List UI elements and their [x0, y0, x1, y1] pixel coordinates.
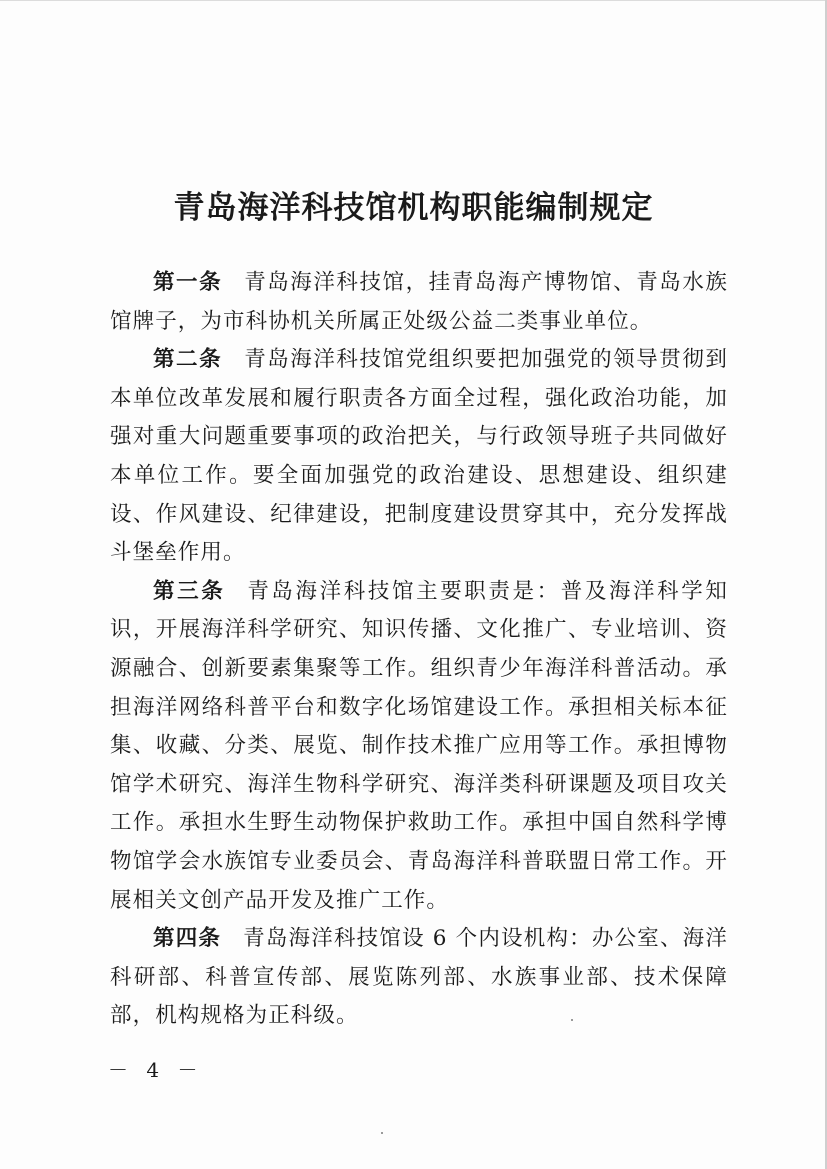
document-body — [110, 264, 728, 1036]
article-1 — [110, 264, 728, 341]
article-4-label: 第四条 — [153, 926, 222, 952]
article-3-text: 青岛海洋科技馆主要职责是：普及海洋科学知识，开展海洋科学研究、知识传播、文化推广、专业培训、资源融合、创新要素集聚等工作。组织青少年海洋科普活动。承担海洋网络科普平台和数字化场馆建设工作。承担相关标本征集、收藏、分类、展览、制作技术推广应用等工作。承担博物馆学术研究、海洋生物科学研究、海洋类科研课题及项目攻关工作。承担水生野生动物保护救助工作。承担中国自然科学博物馆学会水族馆专业委员会、青岛海洋科普联盟日常工作。开展相关文创产品开发及推广工作。 — [110, 578, 728, 913]
scan-speck — [381, 1132, 383, 1134]
scan-speck — [571, 1019, 573, 1021]
article-2 — [110, 341, 728, 573]
article-3 — [110, 573, 728, 920]
article-2-text: 青岛海洋科技馆党组织要把加强党的领导贯彻到本单位改革发展和履行职责各方面全过程，强化政治功能，加强对重大问题重要事项的政治把关，与行政领导班子共同做好本单位工作。要全面加强党的政治建设、思想建设、组织建设、作风建设、纪律建设，把制度建设贯穿其中，充分发挥战斗堡垒作用。 — [110, 347, 728, 566]
page-number: － 4 － — [108, 1058, 204, 1082]
article-4-text: 青岛海洋科技馆设 6 个内设机构：办公室、海洋科研部、科普宣传部、展览陈列部、水族事业部、技术保障部，机构规格为正科级。 — [110, 926, 728, 1029]
article-3-label: 第三条 — [153, 578, 226, 604]
page-top-edge — [0, 0, 827, 1]
document-title: 青岛海洋科技馆机构职能编制规定 — [173, 190, 654, 226]
article-1-text: 青岛海洋科技馆，挂青岛海产博物馆、青岛水族馆牌子，为市科协机关所属正处级公益二类事业单位。 — [110, 270, 728, 334]
article-2-label: 第二条 — [153, 347, 223, 373]
article-4 — [110, 920, 728, 1036]
article-1-label: 第一条 — [153, 270, 223, 295]
